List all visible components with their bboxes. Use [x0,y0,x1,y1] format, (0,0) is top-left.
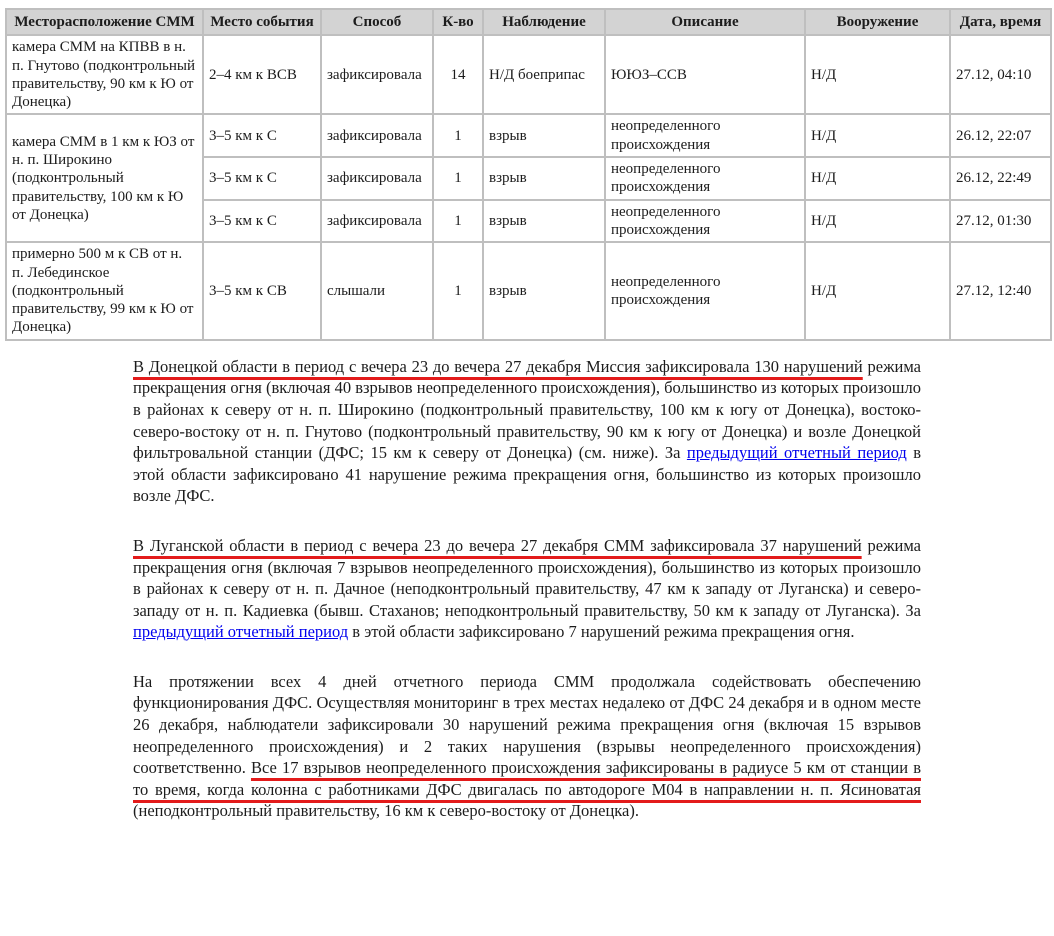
cell-smm-location: примерно 500 м к СВ от н. п. Лебединское (подконтрольный правительству, 99 км к Ю от Донецка) [6,242,203,339]
cell-count: 1 [433,242,483,339]
cell-observation: взрыв [483,242,605,339]
cell-count: 1 [433,114,483,157]
table-header-row [6,9,1051,35]
previous-report-link[interactable]: предыдущий отчетный период [686,443,907,463]
cell-datetime: 27.12, 12:40 [950,242,1051,339]
cell-datetime: 27.12, 01:30 [950,200,1051,243]
cell-observation: взрыв [483,114,605,157]
header-weapons: Вооружение [805,9,950,35]
cell-observation: Н/Д боеприпас [483,35,605,114]
cell-smm-location: камера СММ в 1 км к ЮЗ от н. п. Широкино (подконтрольный правительству, 100 км к Ю от Донецка) [6,114,203,242]
header-description: Описание [605,9,805,35]
cell-method: слышали [321,242,433,339]
header-datetime: Дата, время [950,9,1051,35]
cell-count: 1 [433,157,483,200]
header-count: К-во [433,9,483,35]
cell-datetime: 26.12, 22:49 [950,157,1051,200]
cell-place: 3–5 км к С [203,157,321,200]
paragraph-text: режима прекращения огня (включая 7 взрывов неопределенного происхождения), большинство из которых произошло в районах к северу от н. п. Дачное (неподконтрольный правительству, 47 км к западу от Луганска) и северо-западу от н. п. Кадиевка (бывш. Стаханов; неподконтрольный правительству, 50 км к западу от Луганска). За [133,535,921,620]
cell-method: зафиксировала [321,35,433,114]
header-event-place: Место события [203,9,321,35]
cell-smm-location: камера СММ на КПВВ в н. п. Гнутово (подконтрольный правительству, 90 км к Ю от Донецка) [6,35,203,114]
paragraph-text: в этой области зафиксировано 41 нарушение режима прекращения огня, большинство из которых произошло возле ДФС. [133,443,922,506]
red-underline-annotation: Все 17 взрывов неопределенного происхождения зафиксированы в радиусе 5 км от станции в то время, когда колонна с работниками ДФС двигалась по автодороге М04 в направлении н. п. Ясиноватая [133,758,921,799]
cell-method: зафиксировала [321,157,433,200]
cell-description: неопределенного происхождения [605,157,805,200]
report-text-block [133,356,921,822]
cell-weapons: Н/Д [805,114,950,157]
paragraph-text: (неподконтрольный правительству, 16 км к северо-востоку от Донецка). [133,801,639,821]
table-row [6,114,1051,157]
cell-count: 14 [433,35,483,114]
previous-report-link[interactable]: предыдущий отчетный период [133,622,349,642]
cell-place: 3–5 км к С [203,200,321,243]
cell-weapons: Н/Д [805,157,950,200]
header-method: Способ [321,9,433,35]
cell-description: неопределенного происхождения [605,242,805,339]
cell-weapons: Н/Д [805,242,950,339]
cell-place: 3–5 км к СВ [203,242,321,339]
cell-weapons: Н/Д [805,200,950,243]
cell-place: 2–4 км к ВСВ [203,35,321,114]
cell-weapons: Н/Д [805,35,950,114]
table-row [6,35,1051,114]
header-observation: Наблюдение [483,9,605,35]
red-underline-annotation: В Донецкой области в период с вечера 23 до вечера 27 декабря Миссия зафиксировала 130 нарушений [133,356,863,376]
red-underline-annotation: В Луганской области в период с вечера 23 до вечера 27 декабря СММ зафиксировала 37 нарушений [133,535,862,555]
paragraph-text: режима прекращения огня (включая 40 взрывов неопределенного происхождения), большинство из которых произошло в районах к северу от н. п. Широкино (подконтрольный правительству, 100 км к югу от Донецка), востоко-северо-востоку от н. п. Гнутово (подконтрольный правительству, 90 км к югу от Донецка) и возле Донецкой фильтровальной станции (ДФС; 15 км к северу от Донецка) (см. ниже). За [133,356,921,463]
ceasefire-observations-table [5,8,1052,341]
paragraph-text: в этой области зафиксировано 7 нарушений режима прекращения огня. [348,622,855,642]
cell-count: 1 [433,200,483,243]
header-smm-location: Месторасположение СММ [6,9,203,35]
paragraph-text: На протяжении всех 4 дней отчетного периода СММ продолжала содействовать обеспечению функционирования ДФС. Осуществляя мониторинг в трех местах недалеко от ДФС 24 декабря и в одном месте 26 декабря, наблюдатели зафиксировали 30 нарушений режима прекращения огня (включая 15 взрывов неопределенного происхождения) и 2 таких нарушения (взрывы неопределенного происхождения) соответственно. [133,671,921,778]
cell-description: неопределенного происхождения [605,114,805,157]
cell-place: 3–5 км к С [203,114,321,157]
cell-method: зафиксировала [321,114,433,157]
cell-description: неопределенного происхождения [605,200,805,243]
cell-observation: взрыв [483,157,605,200]
report-paragraph [133,535,921,643]
cell-method: зафиксировала [321,200,433,243]
cell-datetime: 27.12, 04:10 [950,35,1051,114]
cell-observation: взрыв [483,200,605,243]
report-paragraph [133,671,921,822]
table-row [6,242,1051,339]
cell-datetime: 26.12, 22:07 [950,114,1051,157]
cell-description: ЮЮЗ–ССВ [605,35,805,114]
report-paragraph [133,356,921,507]
